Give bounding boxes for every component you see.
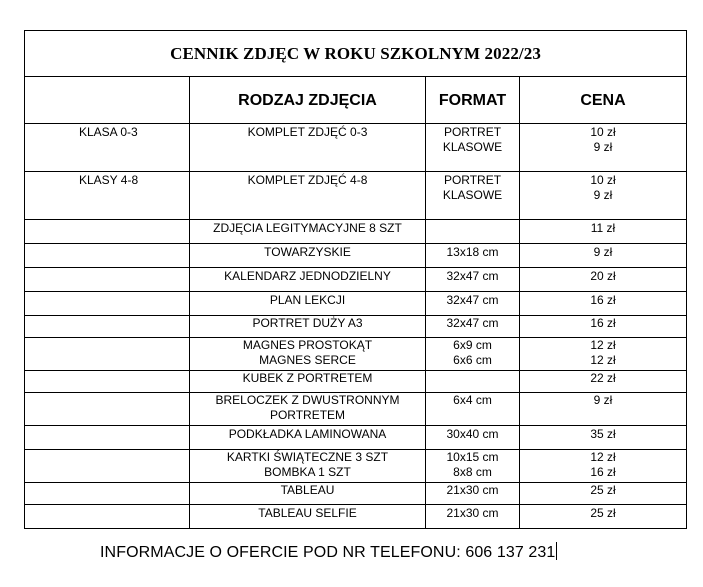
row-group — [25, 316, 190, 338]
table-row — [25, 426, 687, 450]
row-type — [190, 393, 426, 426]
row-price-line: 9 zł — [593, 140, 613, 154]
table-row — [25, 505, 687, 529]
row-type-line: BRELOCZEK Z DWUSTRONNYM — [215, 393, 400, 407]
row-group — [25, 371, 190, 393]
row-price — [520, 483, 687, 505]
row-group — [25, 393, 190, 426]
row-group — [25, 483, 190, 505]
row-type-line: MAGNES PROSTOKĄT — [242, 338, 373, 352]
price-table — [24, 30, 687, 529]
row-group — [25, 220, 190, 244]
row-format — [426, 483, 520, 505]
row-format — [426, 338, 520, 371]
table-row — [25, 220, 687, 244]
row-price — [520, 220, 687, 244]
row-type — [190, 426, 426, 450]
row-type-line: MAGNES SERCE — [259, 353, 356, 367]
row-type — [190, 316, 426, 338]
header-type: RODZAJ ZDJĘCIA — [190, 77, 426, 124]
table-row — [25, 338, 687, 371]
row-format — [426, 316, 520, 338]
title-row — [25, 31, 687, 77]
row-type-line: KOMPLET ZDJĘĆ 4-8 — [247, 173, 368, 187]
row-format — [426, 505, 520, 529]
row-price-line: 16 zł — [590, 465, 616, 479]
row-format — [426, 426, 520, 450]
row-price-line: 9 zł — [593, 188, 613, 202]
row-format-line: 10x15 cm — [446, 450, 499, 464]
text-cursor — [556, 542, 557, 560]
row-group — [25, 426, 190, 450]
table-row — [25, 244, 687, 268]
table-row — [25, 172, 687, 220]
row-type — [190, 292, 426, 316]
row-format — [426, 124, 520, 172]
row-price — [520, 393, 687, 426]
row-price — [520, 338, 687, 371]
row-format — [426, 220, 520, 244]
row-price-line: 22 zł — [590, 371, 616, 385]
row-type — [190, 220, 426, 244]
row-type-line: KARTKI ŚWIĄTECZNE 3 SZT — [226, 450, 389, 464]
row-price-line: 12 zł — [590, 338, 616, 352]
row-price-line: 9 zł — [593, 245, 613, 259]
row-price-line: 25 zł — [590, 506, 616, 520]
row-format — [426, 172, 520, 220]
row-type-line: BOMBKA 1 SZT — [264, 465, 351, 479]
row-price-line: 11 zł — [590, 221, 616, 235]
row-type — [190, 371, 426, 393]
row-type — [190, 244, 426, 268]
row-type-line: KUBEK Z PORTRETEM — [242, 371, 373, 385]
table-row — [25, 292, 687, 316]
row-type — [190, 483, 426, 505]
row-price-line: 25 zł — [590, 483, 616, 497]
row-type-line: KALENDARZ JEDNODZIELNY — [224, 269, 391, 283]
row-type-line: PODKŁADKA LAMINOWANA — [228, 427, 387, 441]
table-row — [25, 483, 687, 505]
row-price-line: 20 zł — [590, 269, 616, 283]
row-group — [25, 292, 190, 316]
row-format-line: 6x9 cm — [453, 338, 492, 352]
row-format — [426, 268, 520, 292]
table-row — [25, 393, 687, 426]
row-format-line: KLASOWE — [442, 140, 503, 154]
row-price-line: 10 zł — [590, 125, 616, 139]
document-title: CENNIK ZDJĘC W ROKU SZKOLNYM 2022/23 — [25, 31, 687, 77]
table-row — [25, 316, 687, 338]
row-format-line: 6x6 cm — [453, 353, 492, 367]
row-format — [426, 450, 520, 483]
row-price — [520, 316, 687, 338]
row-price-line: 12 zł — [590, 450, 616, 464]
row-format — [426, 393, 520, 426]
row-format-line: 13x18 cm — [446, 245, 499, 259]
row-type-line: TABLEAU SELFIE — [258, 506, 357, 520]
row-type-line: PORTRET DUŻY A3 — [252, 316, 363, 330]
row-type — [190, 124, 426, 172]
row-group — [25, 505, 190, 529]
row-group: KLASA 0-3 — [25, 124, 190, 172]
row-type — [190, 172, 426, 220]
table-row — [25, 371, 687, 393]
row-group — [25, 450, 190, 483]
row-price — [520, 292, 687, 316]
row-price-line: 16 zł — [590, 293, 616, 307]
row-type — [190, 450, 426, 483]
row-type-line: PORTRETEM — [269, 408, 346, 422]
row-type — [190, 268, 426, 292]
row-format — [426, 292, 520, 316]
row-format-line: KLASOWE — [442, 188, 503, 202]
row-format-line: 6x4 cm — [453, 393, 492, 407]
header-price: CENA — [520, 77, 687, 124]
row-type — [190, 505, 426, 529]
row-type-line: ZDJĘCIA LEGITYMACYJNE 8 SZT — [213, 221, 402, 235]
row-format-line: 32x47 cm — [446, 316, 499, 330]
row-type-line: KOMPLET ZDJĘĆ 0-3 — [247, 125, 368, 139]
row-price — [520, 172, 687, 220]
header-group — [25, 77, 190, 124]
row-price-line: 16 zł — [590, 316, 616, 330]
row-type — [190, 338, 426, 371]
row-format-line: 32x47 cm — [446, 269, 499, 283]
contact-footer — [100, 542, 557, 562]
row-price — [520, 426, 687, 450]
row-group — [25, 268, 190, 292]
row-format-line: PORTRET — [443, 125, 502, 139]
table-row — [25, 124, 687, 172]
row-format-line: 21x30 cm — [446, 483, 499, 497]
row-format — [426, 371, 520, 393]
row-price-line: 35 zł — [590, 427, 616, 441]
price-list-document — [24, 30, 686, 529]
row-format — [426, 244, 520, 268]
row-price-line: 9 zł — [593, 393, 613, 407]
row-price — [520, 124, 687, 172]
row-format-line: 21x30 cm — [446, 506, 499, 520]
footer-text: INFORMACJE O OFERCIE POD NR TELEFONU: 606 137 231 — [100, 544, 556, 561]
row-group — [25, 244, 190, 268]
table-row — [25, 268, 687, 292]
row-group — [25, 338, 190, 371]
row-type-line: TABLEAU — [280, 483, 335, 497]
row-price — [520, 268, 687, 292]
row-format-line: 32x47 cm — [446, 293, 499, 307]
row-group: KLASY 4-8 — [25, 172, 190, 220]
row-price-line: 12 zł — [590, 353, 616, 367]
row-price — [520, 371, 687, 393]
row-format-line: 8x8 cm — [453, 465, 492, 479]
header-format: FORMAT — [426, 77, 520, 124]
row-price-line: 10 zł — [590, 173, 616, 187]
row-format-line: 30x40 cm — [446, 427, 499, 441]
row-price — [520, 450, 687, 483]
header-row — [25, 77, 687, 124]
row-format-line: PORTRET — [443, 173, 502, 187]
row-type-line: TOWARZYSKIE — [264, 245, 351, 259]
table-row — [25, 450, 687, 483]
row-price — [520, 244, 687, 268]
row-type-line: PLAN LEKCJI — [269, 293, 346, 307]
row-price — [520, 505, 687, 529]
